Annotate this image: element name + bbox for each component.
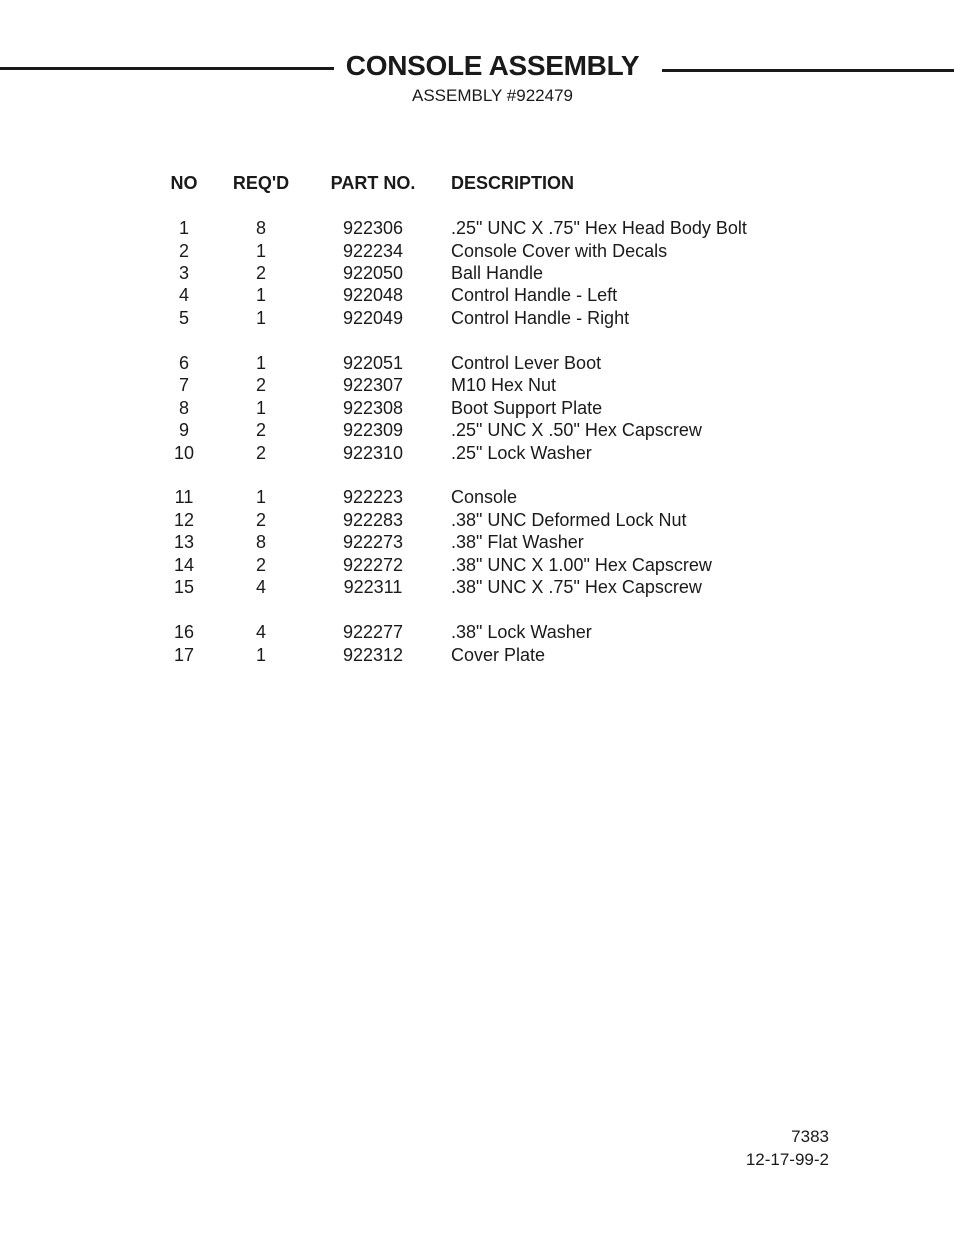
cell-reqd: 2 [255, 443, 266, 463]
cell-no: 12 [173, 510, 195, 530]
cell-description: Cover Plate [451, 645, 546, 665]
cell-no: 10 [173, 443, 195, 463]
cell-no: 14 [173, 555, 195, 575]
cell-reqd: 1 [255, 398, 266, 418]
cell-reqd: 2 [255, 420, 266, 440]
cell-no: 11 [174, 487, 194, 507]
cell-no: 4 [178, 285, 189, 305]
cell-no: 2 [178, 241, 189, 261]
footer-date-code: 12-17-99-2 [745, 1150, 829, 1169]
table-row [0, 284, 954, 306]
table-row [0, 240, 954, 262]
cell-description: .38" UNC X .75" Hex Capscrew [451, 577, 702, 597]
table-row [0, 307, 954, 329]
cell-no: 15 [173, 577, 195, 597]
cell-description: .38" UNC Deformed Lock Nut [451, 510, 687, 530]
cell-part-no: 922048 [342, 285, 404, 305]
cell-description: .25" Lock Washer [451, 443, 592, 463]
cell-reqd: 2 [255, 375, 266, 395]
table-row [0, 621, 954, 643]
footer-code: 7383 [791, 1127, 829, 1146]
cell-part-no: 922049 [342, 308, 404, 328]
cell-reqd: 4 [255, 577, 266, 597]
cell-description: Control Lever Boot [451, 353, 602, 373]
cell-description: Control Handle - Left [451, 285, 618, 305]
cell-description: .25" UNC X .75" Hex Head Body Bolt [451, 218, 747, 238]
column-header-description: DESCRIPTION [451, 173, 575, 193]
table-row [0, 554, 954, 576]
table-row [0, 374, 954, 396]
cell-part-no: 922311 [343, 577, 403, 597]
cell-no: 7 [178, 375, 189, 395]
cell-description: Console [451, 487, 518, 507]
cell-description: Control Handle - Right [451, 308, 630, 328]
cell-part-no: 922283 [342, 510, 404, 530]
cell-description: Boot Support Plate [451, 398, 603, 418]
cell-part-no: 922307 [342, 375, 404, 395]
cell-no: 3 [178, 263, 189, 283]
table-row [0, 352, 954, 374]
cell-description: Ball Handle [451, 263, 544, 283]
table-row [0, 644, 954, 666]
table-row [0, 262, 954, 284]
cell-part-no: 922234 [342, 241, 404, 261]
table-row [0, 509, 954, 531]
cell-description: .38" Lock Washer [451, 622, 592, 642]
cell-part-no: 922310 [342, 443, 404, 463]
cell-reqd: 1 [255, 487, 266, 507]
cell-part-no: 922306 [342, 218, 404, 238]
cell-description: M10 Hex Nut [451, 375, 557, 395]
cell-description: .25" UNC X .50" Hex Capscrew [451, 420, 702, 440]
table-row [0, 576, 954, 598]
table-row [0, 419, 954, 441]
cell-no: 5 [178, 308, 189, 328]
cell-part-no: 922273 [342, 532, 404, 552]
cell-reqd: 8 [255, 532, 266, 552]
assembly-number: ASSEMBLY #922479 [412, 86, 573, 105]
cell-no: 6 [178, 353, 189, 373]
cell-part-no: 922312 [342, 645, 404, 665]
cell-description: .38" UNC X 1.00" Hex Capscrew [451, 555, 712, 575]
cell-no: 1 [178, 218, 189, 238]
table-row [0, 442, 954, 464]
cell-part-no: 922223 [342, 487, 404, 507]
page-title: CONSOLE ASSEMBLY [345, 50, 640, 81]
cell-description: .38" Flat Washer [451, 532, 584, 552]
cell-part-no: 922272 [342, 555, 404, 575]
table-row [0, 486, 954, 508]
cell-part-no: 922050 [342, 263, 404, 283]
table-row [0, 397, 954, 419]
cell-reqd: 1 [255, 645, 266, 665]
table-row [0, 531, 954, 553]
cell-no: 13 [173, 532, 195, 552]
table-header-row [0, 172, 954, 194]
column-header-part-no: PART NO. [330, 173, 416, 193]
cell-part-no: 922309 [342, 420, 404, 440]
cell-reqd: 8 [255, 218, 266, 238]
table-row [0, 217, 954, 239]
cell-description: Console Cover with Decals [451, 241, 668, 261]
cell-reqd: 2 [255, 555, 266, 575]
cell-reqd: 1 [255, 353, 266, 373]
cell-no: 16 [173, 622, 195, 642]
cell-no: 8 [178, 398, 189, 418]
cell-reqd: 1 [255, 241, 266, 261]
cell-reqd: 2 [255, 510, 266, 530]
cell-reqd: 1 [255, 285, 266, 305]
column-header-no: NO [170, 173, 198, 193]
cell-no: 9 [178, 420, 189, 440]
cell-reqd: 4 [255, 622, 266, 642]
cell-part-no: 922051 [342, 353, 404, 373]
cell-part-no: 922308 [342, 398, 404, 418]
cell-no: 17 [173, 645, 195, 665]
cell-reqd: 2 [255, 263, 266, 283]
cell-reqd: 1 [255, 308, 266, 328]
cell-part-no: 922277 [342, 622, 404, 642]
column-header-reqd: REQ'D [232, 173, 290, 193]
